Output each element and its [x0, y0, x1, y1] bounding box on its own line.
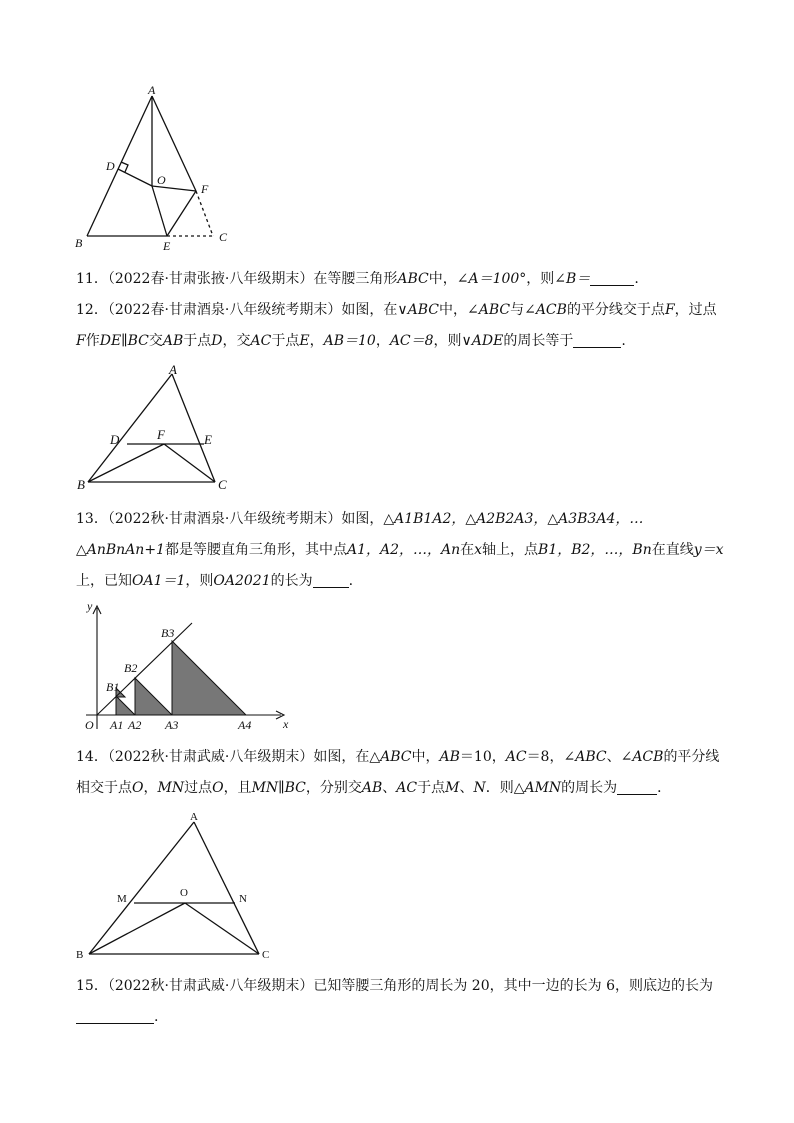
q14-text: ．则: [485, 780, 514, 796]
q12-text: .: [621, 333, 626, 349]
q11-source: （2022春·甘肃张掖·八年级期末）: [107, 271, 314, 287]
question-11: [76, 264, 726, 295]
q13-math: A1，A2，…，An: [346, 542, 461, 558]
label-b1: B1: [106, 680, 120, 694]
q13-text: 的长为: [270, 573, 313, 589]
q11-math: ∠B＝: [554, 271, 591, 287]
q14-math: AB: [439, 749, 460, 765]
q12-number: 12．: [76, 302, 108, 318]
q13-text: 都是等腰直角三角形，其中点: [164, 542, 347, 558]
q14-answer-blank[interactable]: [617, 780, 657, 795]
label-a2: A2: [128, 718, 142, 732]
q12-math: AB＝10: [323, 333, 376, 349]
q14-math: AC: [396, 780, 418, 796]
label-b3: B3: [161, 626, 175, 640]
segment-ef: [167, 191, 196, 236]
q14-text: ＝10，: [459, 749, 506, 765]
q12-math: AB: [162, 333, 184, 349]
q13-text: 上，已知: [76, 573, 132, 589]
q12-text: 中，: [438, 302, 467, 318]
label-b: B: [76, 949, 84, 961]
q12-text: 的平分线交于点: [566, 302, 665, 318]
q14-math: M: [445, 780, 460, 796]
q13-answer-blank[interactable]: [313, 573, 349, 588]
q14-math: AC: [505, 749, 527, 765]
label-d: D: [110, 432, 120, 447]
q12-text: 与: [510, 302, 525, 318]
q12-text: 于点: [183, 333, 212, 349]
segment-bf: [88, 444, 164, 482]
q12-math: ∠ACB: [524, 302, 567, 318]
label-y: y: [87, 599, 93, 613]
q13-text: 在: [460, 542, 475, 558]
q12-math: AC: [250, 333, 272, 349]
q14-text: 、: [606, 749, 621, 765]
label-o: O: [85, 718, 94, 732]
q11-answer-blank[interactable]: [590, 271, 634, 286]
q12-source: （2022春·甘肃酒泉·八年级统考期末）: [107, 302, 342, 318]
q13-math: x: [474, 542, 483, 558]
q13-math: OA1＝1: [132, 573, 186, 589]
q13-math: OA2021: [213, 573, 271, 589]
q12-text: 于点: [271, 333, 300, 349]
q12-math: AC＝8: [389, 333, 434, 349]
q14-text: ，且: [223, 780, 252, 796]
q14-text: ，: [143, 780, 158, 796]
label-b: B: [75, 236, 83, 250]
label-e: E: [163, 239, 171, 253]
q13-text: 轴上，点: [482, 542, 539, 558]
q11-text: .: [634, 271, 639, 287]
q11-math: ∠A＝100°: [456, 271, 527, 287]
segment-ab: [87, 96, 152, 236]
q14-math: ∠ACB: [620, 749, 664, 765]
figure-4-triangle: [72, 808, 282, 966]
q13-text: ，则: [185, 573, 214, 589]
segment-oe: [152, 186, 167, 236]
label-c: C: [262, 949, 270, 961]
q15-text: .: [154, 1009, 159, 1025]
q14-text: 于点: [417, 780, 446, 796]
q14-source: （2022秋·甘肃武威·八年级期末）: [107, 749, 314, 765]
shape-1: [116, 696, 135, 715]
shape-2: [135, 678, 172, 715]
q14-text: 的周长为: [561, 780, 618, 796]
label-b: B: [77, 477, 85, 492]
label-a: A: [190, 811, 198, 823]
q14-math: △ABC: [369, 749, 412, 765]
label-a3: A3: [165, 718, 179, 732]
q14-text: 过点: [184, 780, 213, 796]
q12-math: D: [211, 333, 223, 349]
question-15: [76, 971, 726, 1033]
q11-text: 在等腰三角形: [313, 271, 398, 287]
q14-text: 如图，在: [313, 749, 370, 765]
label-n: N: [239, 893, 247, 905]
label-c: C: [218, 477, 227, 492]
label-x: x: [283, 717, 289, 731]
q15-text: 已知等腰三角形的周长为 20，其中一边的长为 6，则底边的长为: [313, 978, 713, 994]
q13-source: （2022秋·甘肃酒泉·八年级统考期末）: [107, 511, 342, 527]
label-a: A: [148, 83, 156, 97]
label-o: O: [180, 887, 188, 899]
segment-ac: [194, 822, 259, 954]
q14-math: O: [212, 780, 224, 796]
q12-text: ，: [309, 333, 324, 349]
figure-2-triangle: [72, 362, 242, 496]
q14-text: 中，: [411, 749, 440, 765]
triangle-a3b3a4: [172, 641, 246, 715]
q14-text: 、: [459, 780, 474, 796]
q13-number: 13．: [76, 511, 108, 527]
q14-math: AB: [361, 780, 383, 796]
q14-text: ＝8，: [526, 749, 564, 765]
label-m: M: [117, 893, 127, 905]
label-d: D: [106, 159, 115, 173]
q15-answer-blank[interactable]: [76, 1009, 154, 1024]
q12-math: ∨ADE: [461, 333, 504, 349]
q12-text: ，交: [222, 333, 251, 349]
question-14: [76, 742, 726, 804]
q13-math: B1，B2，…，Bn: [538, 542, 652, 558]
q12-math: ∨ABC: [397, 302, 439, 318]
q14-text: 、: [382, 780, 397, 796]
q13-math: △A1B1A2，△A2B2A3，△A3B3A4，…△AnBnAn+1: [76, 511, 644, 558]
q14-text: 的平分线相交于点: [76, 749, 720, 796]
q14-math: O: [132, 780, 144, 796]
segment-bo: [89, 903, 185, 954]
segment-oc: [185, 903, 259, 954]
question-13: [76, 504, 726, 597]
q12-text: ，: [375, 333, 390, 349]
q14-number: 14．: [76, 749, 108, 765]
q12-math: E: [299, 333, 310, 349]
q14-math: N: [473, 780, 486, 796]
q12-math: F: [76, 333, 86, 349]
label-a: A: [169, 362, 177, 377]
q11-number: 11．: [76, 271, 108, 287]
q13-math: y＝x: [693, 542, 724, 558]
figure-1-triangle: [70, 80, 250, 255]
q12-text: ，则: [433, 333, 462, 349]
q11-math: ABC: [397, 271, 429, 287]
q12-text: 作: [85, 333, 100, 349]
q14-text: ，分别交: [305, 780, 362, 796]
q12-math: DE∥BC: [99, 333, 149, 349]
q14-text: ．: [657, 780, 672, 796]
q12-text: 交: [148, 333, 163, 349]
q13-text: 在直线: [651, 542, 694, 558]
figure-3-coordinate-triangles: [76, 594, 298, 736]
q12-text: ，过点: [674, 302, 717, 318]
q12-text: 的周长等于: [503, 333, 574, 349]
label-a1: A1: [110, 718, 124, 732]
q14-math: MN: [157, 780, 185, 796]
label-b2: B2: [124, 661, 138, 675]
q14-math: △AMN: [513, 780, 562, 796]
q14-math: MN∥BC: [251, 780, 306, 796]
q11-text: 中，: [428, 271, 457, 287]
q13-text: 如图，: [341, 511, 384, 527]
label-a4: A4: [238, 718, 252, 732]
q14-math: ∠ABC: [563, 749, 607, 765]
q15-source: （2022秋·甘肃武威·八年级期末）: [107, 978, 314, 994]
label-e: E: [204, 432, 212, 447]
label-c: C: [219, 230, 228, 244]
q12-math: F: [664, 302, 675, 318]
label-f: F: [201, 182, 209, 196]
segment-ab: [89, 822, 194, 954]
q15-number: 15．: [76, 978, 108, 994]
segment-od: [118, 169, 152, 186]
label-o: O: [157, 173, 166, 187]
q11-text: ，则: [526, 271, 555, 287]
question-12: [76, 295, 726, 357]
q13-text: .: [348, 573, 354, 589]
label-f: F: [157, 427, 165, 442]
q12-math: ∠ABC: [466, 302, 511, 318]
q12-text: 如图，在: [341, 302, 398, 318]
q12-answer-blank[interactable]: [573, 333, 621, 348]
dashed-fc: [196, 191, 213, 236]
